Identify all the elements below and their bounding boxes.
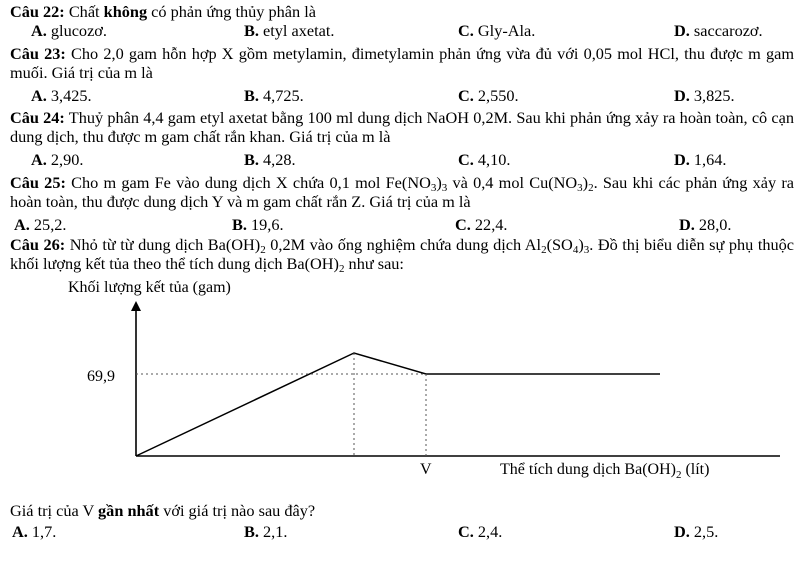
option-a: A. glucozơ. [31, 21, 107, 40]
x-axis-label: Thể tích dung dịch $Ba(OH)_2$ (lít) [500, 461, 710, 481]
option-d: D. 3,825. [674, 86, 735, 105]
y-marker-label: 69,9 [87, 368, 115, 385]
question-number: Câu 23: [10, 44, 66, 63]
question-number: Câu 24: [10, 108, 65, 127]
question-number: Câu 25: [10, 173, 66, 192]
option-d: D. 1,64. [674, 150, 727, 169]
question-stem: Chất [68, 2, 104, 21]
option-c: C. 4,10. [458, 150, 511, 169]
option-d: D. saccarozơ. [674, 21, 763, 40]
option-c: C. 2,4. [458, 522, 503, 541]
option-a: A. 3,425. [31, 86, 92, 105]
y-axis-label: Khối lượng kết tủa (gam) [68, 279, 231, 296]
option-b: B. 4,28. [244, 150, 296, 169]
question-number: Câu 26: [10, 235, 66, 254]
question-stem: Cho 2,0 gam hỗn hợp X gồm metylamin, đimetylamin phản ứng vừa đủ với 0,05 mol HCl, thu được m gam muối. Giá trị của m là [10, 44, 794, 82]
option-c: C. 2,550. [458, 86, 519, 105]
question-stem: Thuỷ phân 4,4 gam etyl axetat bằng 100 ml dung dịch NaOH 0,2M. Sau khi phản ứng xảy ra hoàn toàn, cô cạn dung dịch, thu được m gam chất rắn khan. Giá trị của m là [10, 108, 794, 146]
option-c: C. Gly-Ala. [458, 21, 536, 40]
option-a: A. 1,7. [12, 522, 57, 541]
option-b: B. etyl axetat. [244, 21, 335, 40]
option-a: A. 25,2. [14, 215, 67, 234]
x-marker-label: V [420, 461, 432, 478]
option-b: B. 4,725. [244, 86, 304, 105]
option-d: D. 2,5. [674, 522, 719, 541]
question-26: Câu 26: Nhỏ từ từ dung dịch $Ba(OH)_2$ 0,2M vào ống nghiệm chứa dung dịch $Al_2(SO_4)_3$. Đồ thị biểu diễn sự phụ thuộc khối lượng kết tủa theo thể tích dung dịch $Ba(OH)_2$ như sau: [10, 235, 794, 275]
question-26-followup: Giá trị của V gần nhất với giá trị nào sau đây? [10, 501, 316, 520]
stem-emphasis: không [103, 2, 148, 21]
option-d: D. 28,0. [679, 215, 732, 234]
question-25: Câu 25: Cho m gam Fe vào dung dịch X chứa 0,1 mol $Fe(NO_3)_3$ và 0,4 mol $Cu(NO_3)_2$. Sau khi các phản ứng xảy ra hoàn toàn, thu được dung dịch Y và m gam chất rắn Z. Giá trị của m là [10, 173, 795, 211]
option-b: B. 2,1. [244, 522, 288, 541]
option-b: B. 19,6. [232, 215, 284, 234]
precipitate-curve [136, 353, 660, 456]
option-c: C. 22,4. [455, 215, 508, 234]
question-number: Câu 22: [10, 2, 65, 21]
question-26-options [0, 523, 800, 543]
option-a: A. 2,90. [31, 150, 84, 169]
question-stem: có phản ứng thủy phân là [147, 2, 316, 21]
